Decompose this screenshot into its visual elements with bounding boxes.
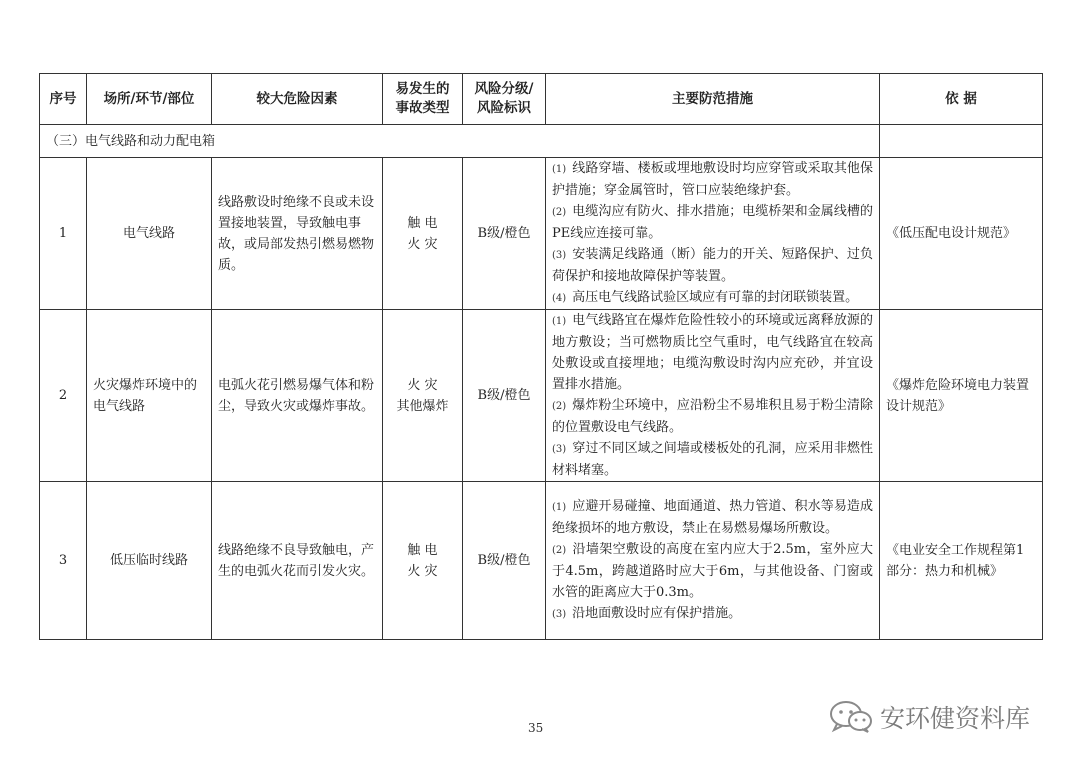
row-measures (546, 310, 880, 482)
watermark (828, 700, 1030, 734)
measure-number: (3) (552, 609, 567, 620)
accident-type: 触 电 (407, 542, 438, 558)
wechat-icon (828, 700, 874, 734)
row-hazard: 电弧火花引燃易爆气体和粉尘，导致火灾或爆炸事故。 (212, 310, 383, 482)
measure-text: 爆炸粉尘环境中，应沿粉尘不易堆积且易于粉尘清除的位置敷设电气线路。 (552, 398, 873, 435)
row-measures (546, 158, 880, 310)
accident-type: 触 电 (407, 215, 438, 231)
header-level-line1: 风险分级/ (474, 81, 534, 97)
section-title: （三）电气线路和动力配电箱 (40, 125, 880, 158)
row-level: B级/橙色 (463, 482, 546, 640)
measure-text: 应避开易碰撞、地面通道、热力管道、积水等易造成绝缘损坏的地方敷设，禁止在易燃易爆场所敷设。 (552, 499, 873, 536)
row-place: 低压临时线路 (87, 482, 212, 640)
row-no: 1 (40, 158, 87, 310)
measure-item (552, 201, 873, 244)
row-no: 3 (40, 482, 87, 640)
table-row (40, 482, 1043, 640)
header-place: 场所/环节/部位 (87, 74, 212, 125)
page-number: 35 (528, 721, 544, 735)
measure-item (552, 496, 873, 539)
row-basis: 《电业安全工作规程第1部分：热力和机械》 (880, 482, 1043, 640)
header-no: 序号 (40, 74, 87, 125)
measure-item (552, 603, 873, 625)
measure-item (552, 287, 873, 309)
measure-text: 沿地面敷设时应有保护措施。 (572, 606, 742, 621)
measure-number: (2) (552, 207, 567, 218)
measure-item (552, 395, 873, 438)
measure-item (552, 310, 873, 395)
measure-item (552, 244, 873, 287)
row-level: B级/橙色 (463, 158, 546, 310)
table-header-row (40, 74, 1043, 125)
row-level: B级/橙色 (463, 310, 546, 482)
row-basis: 《低压配电设计规范》 (880, 158, 1043, 310)
measure-text: 沿墙架空敷设的高度在室内应大于2.5m，室外应大于4.5m，跨越道路时应大于6m，与其他设备、门窗或水管的距离应大于0.3m。 (552, 542, 873, 600)
row-basis: 《爆炸危险环境电力装置设计规范》 (880, 310, 1043, 482)
section-row (40, 125, 1043, 158)
row-place: 火灾爆炸环境中的电气线路 (87, 310, 212, 482)
measure-number: (3) (552, 250, 567, 261)
row-place: 电气线路 (87, 158, 212, 310)
measure-number: (2) (552, 401, 567, 412)
measure-text: 电缆沟应有防火、排水措施；电缆桥架和金属线槽的PE线应连接可靠。 (552, 204, 873, 241)
measure-text: 穿过不同区域之间墙或楼板处的孔洞，应采用非燃性材料堵塞。 (552, 441, 873, 478)
header-accident-line1: 易发生的 (395, 81, 450, 97)
accident-type: 火 灾 (407, 377, 438, 393)
measure-number: (3) (552, 444, 567, 455)
accident-type: 火 灾 (407, 563, 438, 579)
measure-item (552, 438, 873, 481)
row-hazard: 线路敷设时绝缘不良或未设置接地装置，导致触电事故，或局部发热引燃易燃物质。 (212, 158, 383, 310)
watermark-text: 安环健资料库 (880, 704, 1031, 733)
header-basis: 依 据 (880, 74, 1043, 125)
row-no: 2 (40, 310, 87, 482)
accident-type: 其他爆炸 (396, 398, 449, 414)
accident-type: 火 灾 (407, 236, 438, 252)
header-hazard: 较大危险因素 (212, 74, 383, 125)
measure-text: 高压电气线路试验区域应有可靠的封闭联锁装置。 (572, 290, 859, 305)
measure-text: 电气线路宜在爆炸危险性较小的环境或远离释放源的地方敷设；当可燃物质比空气重时，电气线路宜在较高处敷设或直接埋地；电缆沟敷设时沟内应充砂，并宜设置排水措施。 (552, 313, 873, 392)
section-empty-cell (880, 125, 1043, 158)
header-accident-line2: 事故类型 (395, 100, 450, 116)
row-accident (383, 482, 463, 640)
header-accident (383, 74, 463, 125)
row-accident (383, 158, 463, 310)
table-row (40, 158, 1043, 310)
header-level (463, 74, 546, 125)
measure-text: 线路穿墙、楼板或埋地敷设时均应穿管或采取其他保护措施；穿金属管时，管口应装绝缘护套。 (552, 161, 873, 198)
risk-table (39, 73, 1043, 640)
row-accident (383, 310, 463, 482)
header-measures: 主要防范措施 (546, 74, 880, 125)
measure-number: (1) (552, 316, 567, 327)
header-level-line2: 风险标识 (477, 100, 531, 116)
measure-number: (1) (552, 502, 567, 513)
table-row (40, 310, 1043, 482)
measure-number: (2) (552, 545, 567, 556)
measure-item (552, 158, 873, 201)
measure-number: (4) (552, 293, 567, 304)
row-hazard: 线路绝缘不良导致触电，产生的电弧火花而引发火灾。 (212, 482, 383, 640)
measure-text: 安装满足线路通（断）能力的开关、短路保护、过负荷保护和接地故障保护等装置。 (552, 247, 873, 284)
measure-item (552, 539, 873, 603)
row-measures (546, 482, 880, 640)
measure-number: (1) (552, 164, 567, 175)
